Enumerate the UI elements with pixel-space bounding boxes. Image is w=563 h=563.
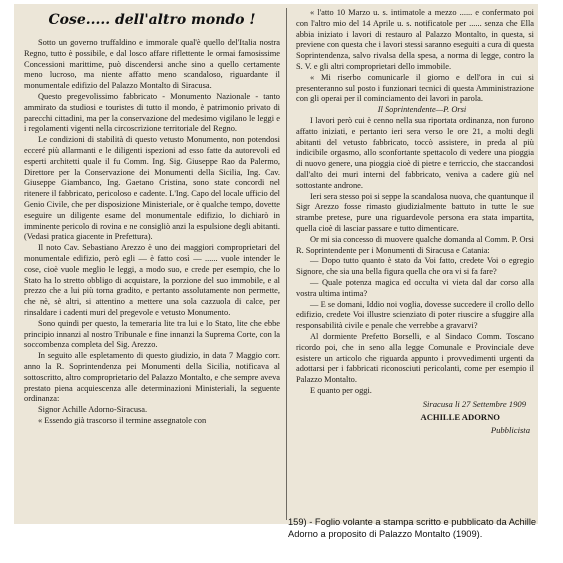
paragraph: — Quale potenza magica ed occulta vi vieta dal dar corso alla vostra ultima intima? [296, 277, 534, 298]
column-divider [286, 8, 287, 520]
signature-place-date: Siracusa li 27 Settembre 1909 [422, 398, 526, 409]
right-column-text [296, 8, 534, 397]
paragraph: I lavori però cui è cenno nella sua riportata ordinanza, non furono affatto iniziati, e pertanto ieri sera verso le ore 21, a molti degli abitanti del vetusto fabbricato, toccò assistere, in preda al più indicibile orgasmo, allo sconfortante spettacolo di vedere una pioggia di nuovo genere, una pioggia cioè di pietre e terriccio, che staccandosi dall'alto dei muri interni del fabbricato, veniva a cadere giù nel sottostante androne. [296, 115, 534, 190]
ordinance-signature: Il Soprintendente—P. Orsi [377, 105, 467, 115]
figure-caption [288, 516, 540, 540]
closing-line: E quanto per oggi. [310, 385, 372, 395]
paragraph: — Dopo tutto quanto è stato da Voi fatto, credete Voi o egregio Signore, che sia una bella figura quella che ora vi si fa fare? [296, 256, 534, 277]
paragraph: « Mi riserbo comunicarle il giorno e dell'ora in cui si presenteranno sul posto i funzionari tecnici di questa Amministrazione con gli operai per il cominciamento dei lavori in parola. [296, 72, 534, 104]
paragraph: Questo pregevolissimo fabbricato - Monumento Nazionale - tanto ammirato da studiosi e touristes di tutto il mondo, è patrimonio privato di parecchi cittadini, ma per la conservazione del medesimo vigilano le leggi e i regolamenti vigenti nella circoscrizione territoriale del Regno. [24, 91, 280, 134]
paragraph: « l'atto 10 Marzo u. s. intimatole a mezzo ...... e confermato poi con l'altro mio del 14 Aprile u. s. notificatole per ...... senza che Ella abbia iniziato i lavori di restauro al Palazzo Montalto, in questa, si previene con questa che i lavori stessi saranno eseguiti a cura di questa Soprintendenza, salvo rivalsa della spesa, a norma di legge, contro la S. V. e gli altri comproprietari dello immobile. [296, 8, 534, 71]
addressee-line: Signor Achille Adorno-Siracusa. [38, 405, 148, 415]
paragraph: Al dormiente Prefetto Borselli, e al Sindaco Comm. Toscano ricordo poi, che in seno alla legge Comunale e Provinciale deve esistere un articolo che riguarda appunto i provvedimenti urgenti da adottarsi per i fabbricati riconosciuti pericolanti, come per esempio il Palazzo Montalto. [296, 331, 534, 385]
article-title: Cose..... dell'altro mondo ! [48, 12, 256, 28]
newspaper-clipping [14, 4, 538, 524]
paragraph: Sotto un governo truffaldino e immorale qual'è quello del'Italia nostra Regno, tutto è possibile, e dal losco affare riflettente le ormai famosissime Concessioni marittime, può discendersi anche sino a quello certamente meno lucroso, ma niente affatto meno scandaloso, riguardante il monumentale edifizio del Palazzo Montalto di Siracusa. [24, 38, 280, 91]
paragraph: Le condizioni di stabilità di questo vetusto Monumento, non potendosi ecceré più allarmanti e le diligenti ispezioni ad esso fatte da autorevoli ed esperti architetti quale il fu Comm. Ing. Sig. Giuseppe Rao da Palermo, Direttore per la Conservazione dei Monumenti della Sicilia, Ing. Cav. Giuseppe Giambanco, Ing. Gaetano Cristina, sono state concordi nel ritenere il fabbricato, pericoloso e cadente. L'Ing. Capo del locale ufficio del Genio Civile, che per disposizione Ministeriale, or è qualche tempo, dovette eseguire un diligente esame del monumentale edifizio, lo dichiarò in imminente pericolo di rovina e ne consigliò anzi la espulsione degli abitanti. (Vedasi pratica giacente in Prefettura). [24, 135, 280, 242]
signature-name: ACHILLE ADORNO [420, 411, 500, 422]
left-column [24, 4, 280, 524]
left-column-text [24, 38, 280, 427]
caption-text: Foglio volante a stampa scritto e pubblicato da Achille Adorno a proposito di Palazzo Montalto (1909). [288, 517, 537, 539]
right-column [296, 4, 534, 524]
paragraph: Ieri sera stesso poi si seppe la scandalosa nuova, che quantunque il Sigr Arezzo fosse rimasto giudizialmente battuto in tutte le sue strambe pretese, pure una riguardevole persona era stata impartita, quella cioè di lasciar passare e tutto dimenticare. [296, 191, 534, 233]
caption-number: 159) - [288, 517, 313, 527]
paragraph: Or mi sia concesso di muovere qualche domanda al Comm. P. Orsi R. Soprintendente per i Monumenti di Siracusa e Catania: [296, 234, 534, 255]
signature-role: Pubblicista [490, 424, 530, 435]
paragraph: — E se domani, Iddio noi voglia, dovesse succedere il crollo dello edifizio, credete Voi illustre scienziato di poter riuscire a sfuggire alla responsabilità civile e penale che verrebbe a gravarvi? [296, 299, 534, 331]
paragraph: Il noto Cav. Sebastiano Arezzo è uno dei maggiori comproprietari del monumentale edifizio, però egli — è fatto così — ...... vuole intender le cose, cioè vuole meglio le leggi, a modo suo, e crede per esempio, che lo Stato ha lo stretto obbligo di acquistare, la porzione del suo immobile, e al prezzo che a lui più torna gradito, e pertanto assolutamente non permette, che nè, sè altri, si attentino a mettere una sola cazzuola di calce, per rinsaldare i cadenti muri del pregevole e vetusto Monumento. [24, 243, 280, 317]
paragraph: Sono quindi per questo, la temeraria lite tra lui e lo Stato, lite che ebbe principio innanzi al nostro Tribunale e fine innanzi la Suprema Corte, con la soccombenza completa del Sig. Arezzo. [24, 318, 280, 350]
paragraph: « Essendo già trascorso il termine assegnatole con [38, 415, 207, 425]
paragraph: In seguito alle espletamento di questo giudizio, in data 7 Maggio corr. anno la R. Soprintendenza pei Monumenti della Sicilia, notificava al sottoscritto, altro comproprietario del Palazzo Montalto, e che sempre aveva prestato piena acquiescenza alle determinazioni Ministeriali, la seguente ordinanza: [24, 351, 280, 404]
